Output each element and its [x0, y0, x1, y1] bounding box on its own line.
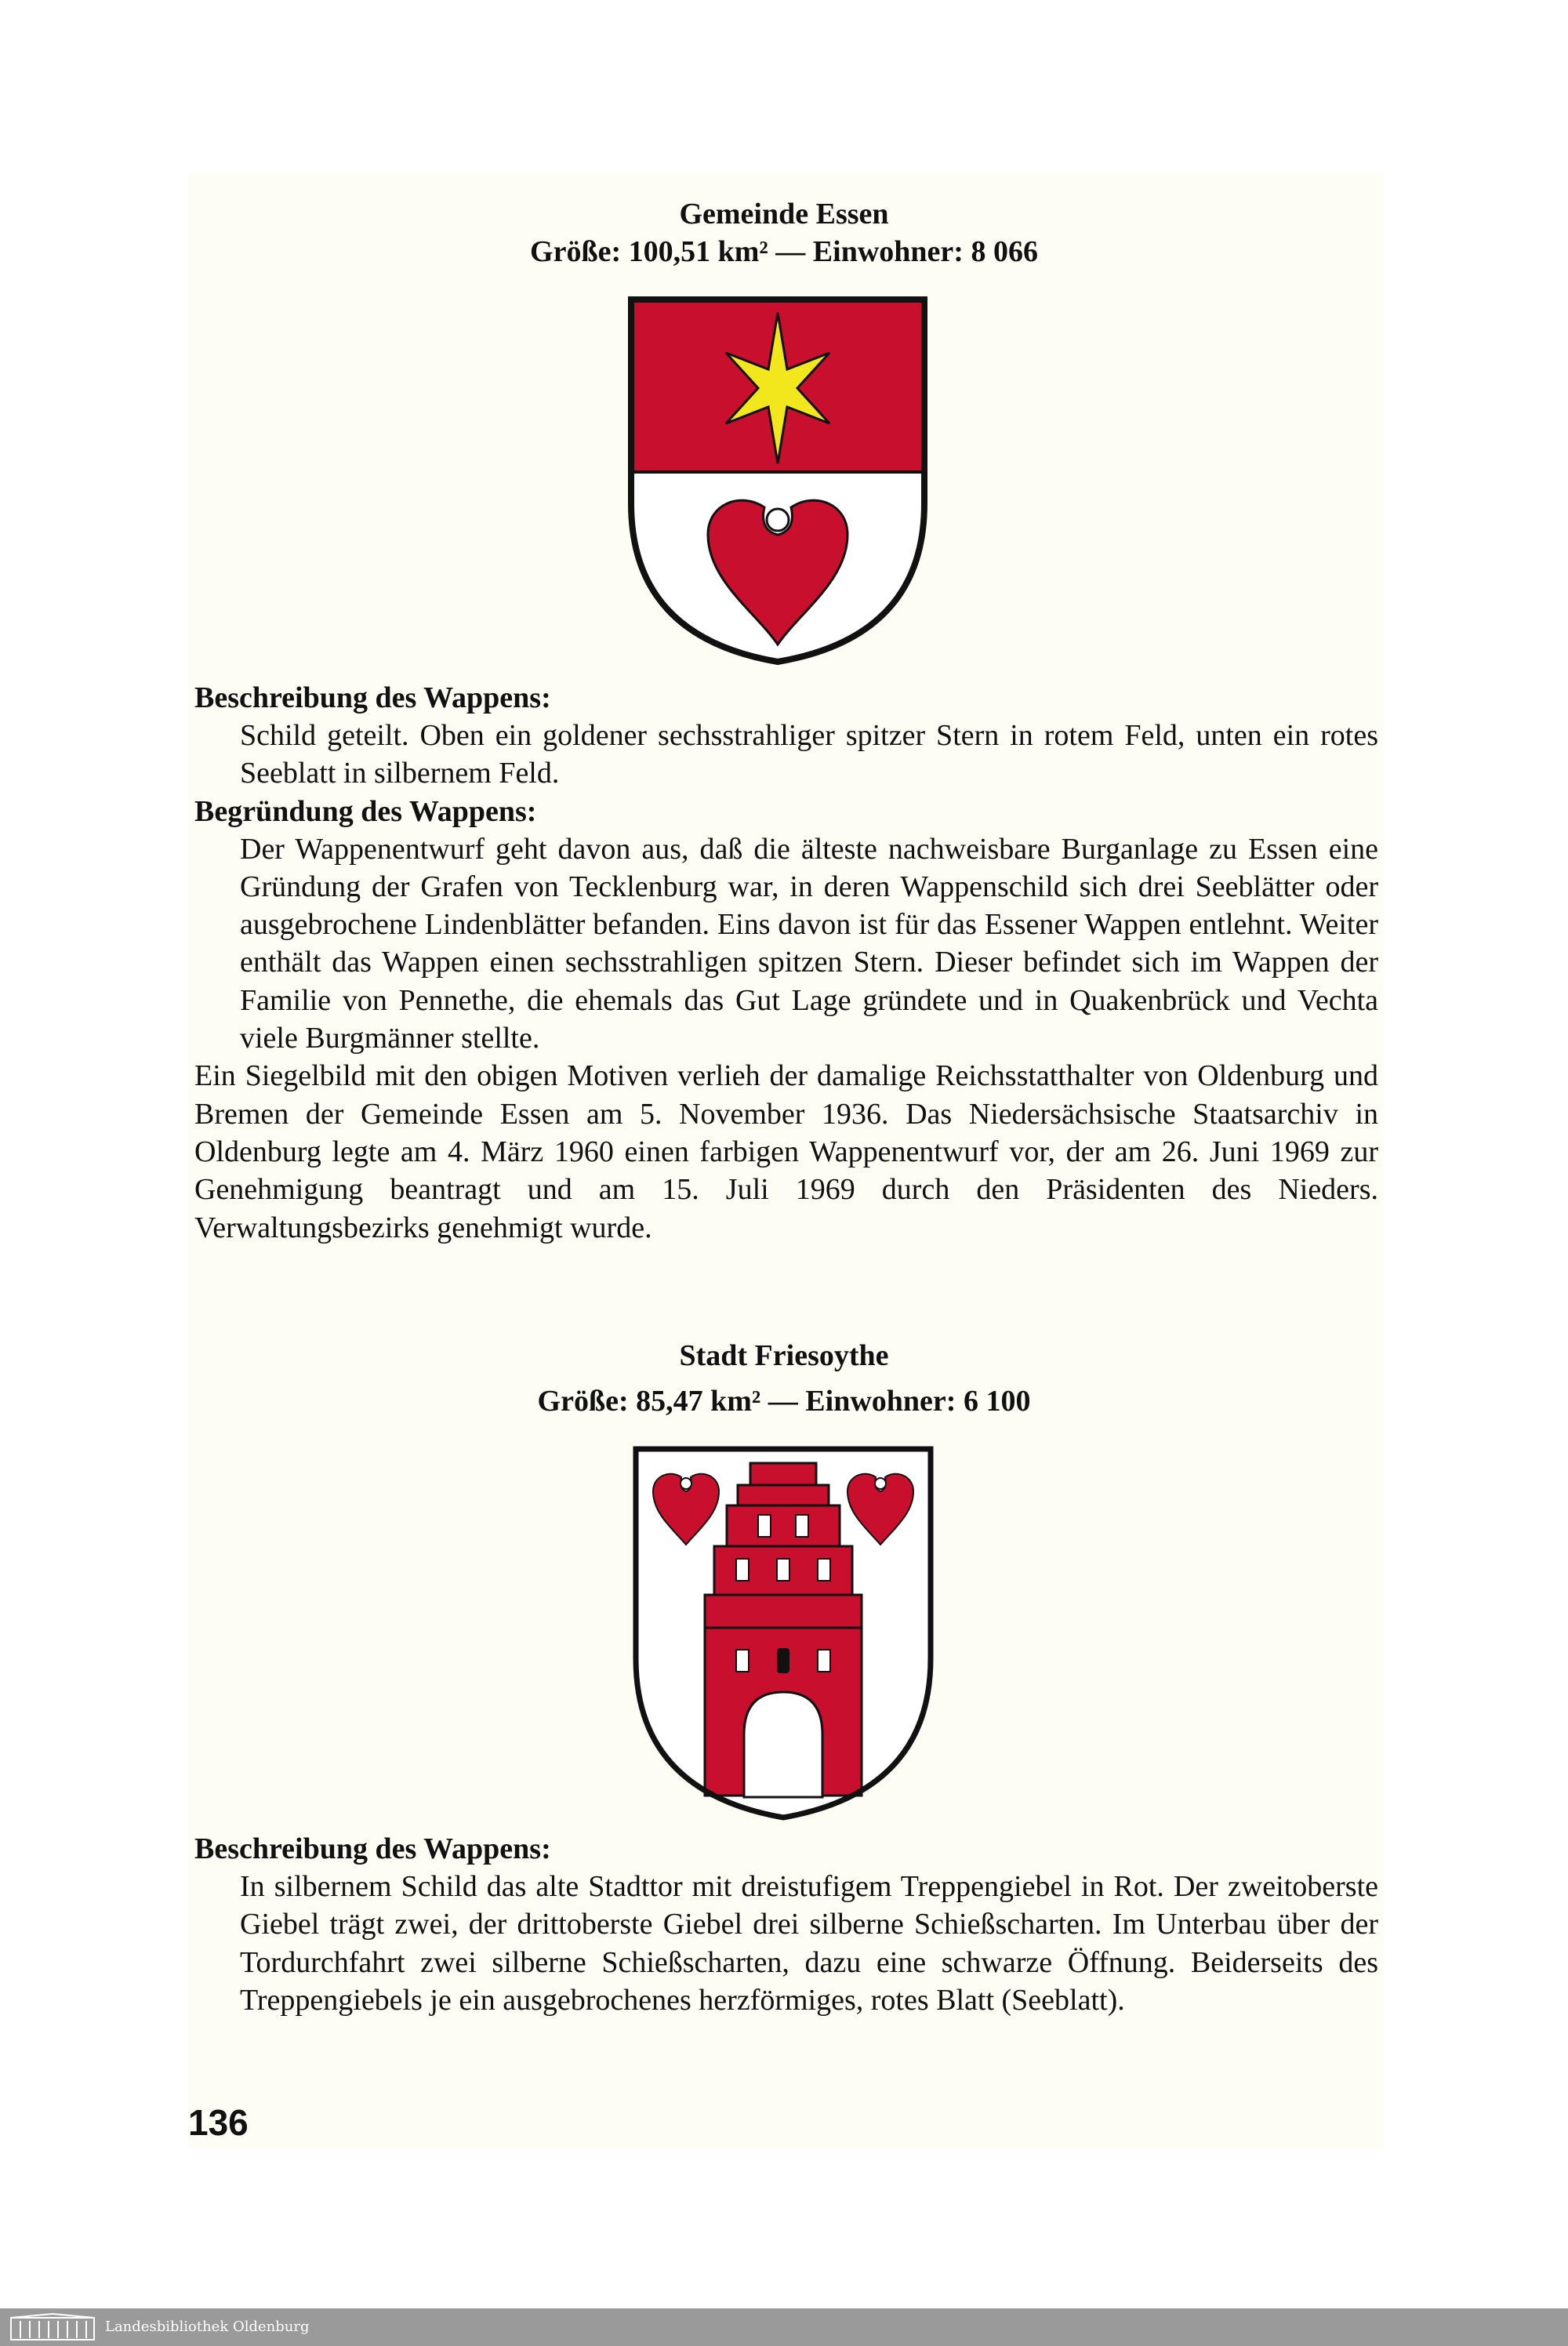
friesoythe-title: Stadt Friesoythe: [679, 1339, 889, 1372]
essen-title: Gemeinde Essen: [679, 198, 889, 231]
essen-stats: Größe: 100,51 km² — Einwohner: 8 066: [530, 235, 1038, 268]
essen-coat-of-arms: [623, 292, 932, 670]
essen-history: Ein Siegelbild mit den obigen Motiven verlieh der damalige Reichsstatthalter von Oldenburg und Bremen der Gemeinde Essen am 5. November 1936. Das Niedersächsische Staatsarchiv in Oldenburg legte am 4. März 1960 einen farbigen Wappenentwurf vor, der am 26. Juni 1969 zur Genehmigung beantragt und am 15. Juli 1969 durch den Präsidenten des Nieders. Verwaltungsbezirks genehmigt wurde.: [194, 1059, 1378, 1244]
library-building-icon: [9, 2313, 96, 2341]
page-number: 136: [188, 2102, 249, 2143]
essen-description-label: Beschreibung des Wappens:: [194, 681, 551, 714]
essen-justification: Der Wappenentwurf geht davon aus, daß die älteste nachweisbare Burganlage zu Essen eine Gründung der Grafen von Tecklenburg war, in deren Wappenschild sich drei Seeblätter oder ausgebrochene Lindenblätter befanden. Eins davon ist für das Essener Wappen entlehnt. Weiter enthält das Wappen einen sechsstrahligen spitzen Stern. Dieser befindet sich im Wappen der Familie von Pennethe, die ehemals das Gut Lage gründete und in Quakenbrück und Vechta viele Burgmänner stellte.: [240, 832, 1378, 1055]
essen-justification-label: Begründung des Wappens:: [194, 794, 537, 828]
friesoythe-coat-of-arms: [630, 1443, 937, 1824]
friesoythe-text-section: [194, 1830, 1378, 2019]
friesoythe-description: In silbernem Schild das alte Stadttor mit dreistufigem Treppengiebel in Rot. Der zweitoberste Giebel trägt zwei, der drittoberste Giebel drei silberne Schießscharten. Im Unterbau über der Tordurchfahrt zwei silberne Schießscharten, dazu eine schwarze Öffnung. Beiderseits des Treppengiebels je ein ausgebrochenes herzförmiges, rotes Blatt (Seeblatt).: [240, 1870, 1378, 2017]
gate-passage: [744, 1692, 822, 1797]
black-opening: [777, 1648, 789, 1673]
footer-bar: [0, 2308, 1568, 2346]
friesoythe-description-label: Beschreibung des Wappens:: [194, 1832, 551, 1865]
friesoythe-stats: Größe: 85,47 km² — Einwohner: 6 100: [537, 1385, 1031, 1418]
footer-library-name: Landesbibliothek Oldenburg: [105, 2319, 310, 2335]
essen-description: Schild geteilt. Oben ein goldener sechsstrahliger spitzer Stern in rotem Feld, unten ein rotes Seeblatt in silbernem Feld.: [240, 719, 1378, 790]
essen-text-section: [194, 679, 1378, 1247]
